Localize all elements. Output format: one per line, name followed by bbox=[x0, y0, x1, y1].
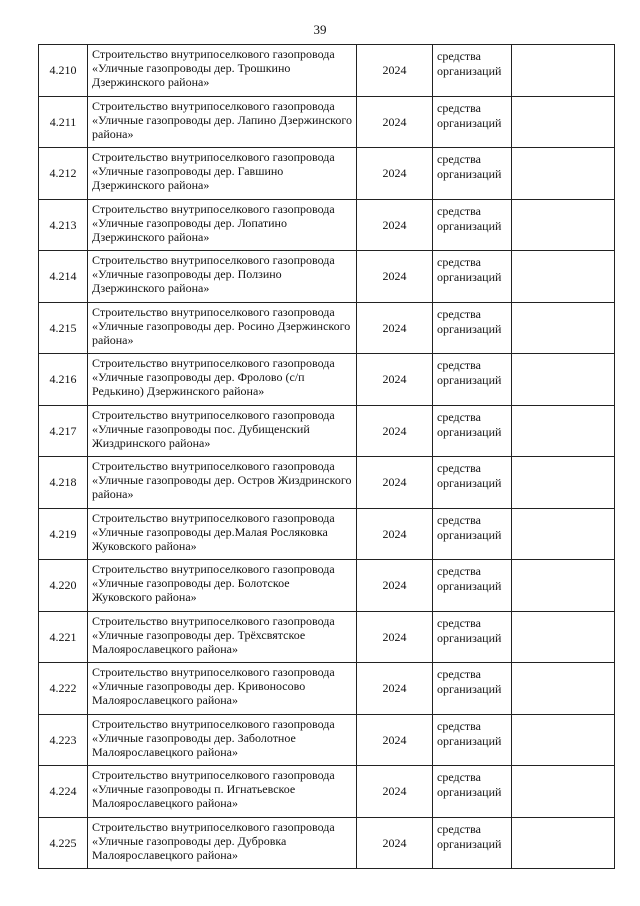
row-number: 4.210 bbox=[39, 45, 88, 96]
empty-cell bbox=[512, 354, 614, 405]
projects-table bbox=[38, 44, 615, 869]
project-year: 2024 bbox=[357, 303, 433, 354]
empty-cell bbox=[512, 45, 614, 96]
project-year: 2024 bbox=[357, 200, 433, 251]
empty-cell bbox=[512, 406, 614, 457]
project-name: Строительство внутрипоселкового газопровода «Уличные газопроводы дер. Фролово (с/п Редькино) Дзержинского района» bbox=[88, 354, 357, 405]
table-row bbox=[39, 200, 614, 252]
table-row bbox=[39, 251, 614, 303]
project-name: Строительство внутрипоселкового газопровода «Уличные газопроводы п. Игнатьевское Малоярославецкого района» bbox=[88, 766, 357, 817]
empty-cell bbox=[512, 200, 614, 251]
project-name: Строительство внутрипоселкового газопровода «Уличные газопроводы дер. Росино Дзержинского района» bbox=[88, 303, 357, 354]
empty-cell bbox=[512, 509, 614, 560]
project-year: 2024 bbox=[357, 818, 433, 869]
table-row bbox=[39, 148, 614, 200]
funding-source: средства организаций bbox=[433, 97, 512, 148]
project-year: 2024 bbox=[357, 509, 433, 560]
funding-source: средства организаций bbox=[433, 45, 512, 96]
empty-cell bbox=[512, 818, 614, 869]
project-name: Строительство внутрипоселкового газопровода «Уличные газопроводы дер. Трёхсвятское Малоярославецкого района» bbox=[88, 612, 357, 663]
empty-cell bbox=[512, 715, 614, 766]
row-number: 4.216 bbox=[39, 354, 88, 405]
table-row bbox=[39, 818, 614, 870]
row-number: 4.225 bbox=[39, 818, 88, 869]
funding-source: средства организаций bbox=[433, 818, 512, 869]
table-row bbox=[39, 663, 614, 715]
table-row bbox=[39, 97, 614, 149]
empty-cell bbox=[512, 560, 614, 611]
table-row bbox=[39, 560, 614, 612]
project-name: Строительство внутрипоселкового газопровода «Уличные газопроводы пос. Дубищенский Жиздринского района» bbox=[88, 406, 357, 457]
funding-source: средства организаций bbox=[433, 354, 512, 405]
row-number: 4.221 bbox=[39, 612, 88, 663]
project-year: 2024 bbox=[357, 663, 433, 714]
project-name: Строительство внутрипоселкового газопровода «Уличные газопроводы дер.Малая Росляковка Жуковского района» bbox=[88, 509, 357, 560]
empty-cell bbox=[512, 251, 614, 302]
funding-source: средства организаций bbox=[433, 406, 512, 457]
table-row bbox=[39, 406, 614, 458]
funding-source: средства организаций bbox=[433, 200, 512, 251]
empty-cell bbox=[512, 766, 614, 817]
project-year: 2024 bbox=[357, 251, 433, 302]
funding-source: средства организаций bbox=[433, 560, 512, 611]
project-name: Строительство внутрипоселкового газопровода «Уличные газопроводы дер. Гавшино Дзержинского района» bbox=[88, 148, 357, 199]
project-name: Строительство внутрипоселкового газопровода «Уличные газопроводы дер. Ползино Дзержинского района» bbox=[88, 251, 357, 302]
funding-source: средства организаций bbox=[433, 766, 512, 817]
project-year: 2024 bbox=[357, 612, 433, 663]
project-name: Строительство внутрипоселкового газопровода «Уличные газопроводы дер. Кривоносово Малоярославецкого района» bbox=[88, 663, 357, 714]
project-year: 2024 bbox=[357, 715, 433, 766]
page-number: 39 bbox=[313, 22, 327, 37]
empty-cell bbox=[512, 663, 614, 714]
row-number: 4.222 bbox=[39, 663, 88, 714]
empty-cell bbox=[512, 97, 614, 148]
table-row bbox=[39, 509, 614, 561]
row-number: 4.213 bbox=[39, 200, 88, 251]
funding-source: средства организаций bbox=[433, 457, 512, 508]
project-name: Строительство внутрипоселкового газопровода «Уличные газопроводы дер. Заболотное Малоярославецкого района» bbox=[88, 715, 357, 766]
funding-source: средства организаций bbox=[433, 251, 512, 302]
row-number: 4.219 bbox=[39, 509, 88, 560]
table-row bbox=[39, 457, 614, 509]
row-number: 4.214 bbox=[39, 251, 88, 302]
funding-source: средства организаций bbox=[433, 148, 512, 199]
row-number: 4.211 bbox=[39, 97, 88, 148]
project-name: Строительство внутрипоселкового газопровода «Уличные газопроводы дер. Трошкино Дзержинского района» bbox=[88, 45, 357, 96]
project-year: 2024 bbox=[357, 457, 433, 508]
funding-source: средства организаций bbox=[433, 303, 512, 354]
empty-cell bbox=[512, 457, 614, 508]
project-name: Строительство внутрипоселкового газопровода «Уличные газопроводы дер. Дубровка Малоярославецкого района» bbox=[88, 818, 357, 869]
row-number: 4.218 bbox=[39, 457, 88, 508]
project-name: Строительство внутрипоселкового газопровода «Уличные газопроводы дер. Остров Жиздринского района» bbox=[88, 457, 357, 508]
project-name: Строительство внутрипоселкового газопровода «Уличные газопроводы дер. Лопатино Дзержинского района» bbox=[88, 200, 357, 251]
project-year: 2024 bbox=[357, 354, 433, 405]
project-year: 2024 bbox=[357, 97, 433, 148]
funding-source: средства организаций bbox=[433, 612, 512, 663]
funding-source: средства организаций bbox=[433, 715, 512, 766]
row-number: 4.223 bbox=[39, 715, 88, 766]
project-year: 2024 bbox=[357, 560, 433, 611]
table-row bbox=[39, 766, 614, 818]
project-year: 2024 bbox=[357, 766, 433, 817]
empty-cell bbox=[512, 303, 614, 354]
row-number: 4.215 bbox=[39, 303, 88, 354]
row-number: 4.212 bbox=[39, 148, 88, 199]
project-name: Строительство внутрипоселкового газопровода «Уличные газопроводы дер. Болотское Жуковского района» bbox=[88, 560, 357, 611]
table-row bbox=[39, 303, 614, 355]
empty-cell bbox=[512, 612, 614, 663]
row-number: 4.217 bbox=[39, 406, 88, 457]
table-row bbox=[39, 45, 614, 97]
project-year: 2024 bbox=[357, 406, 433, 457]
row-number: 4.224 bbox=[39, 766, 88, 817]
row-number: 4.220 bbox=[39, 560, 88, 611]
project-year: 2024 bbox=[357, 148, 433, 199]
project-name: Строительство внутрипоселкового газопровода «Уличные газопроводы дер. Лапино Дзержинского района» bbox=[88, 97, 357, 148]
empty-cell bbox=[512, 148, 614, 199]
funding-source: средства организаций bbox=[433, 663, 512, 714]
funding-source: средства организаций bbox=[433, 509, 512, 560]
table-row bbox=[39, 612, 614, 664]
project-year: 2024 bbox=[357, 45, 433, 96]
table-row bbox=[39, 715, 614, 767]
table-row bbox=[39, 354, 614, 406]
